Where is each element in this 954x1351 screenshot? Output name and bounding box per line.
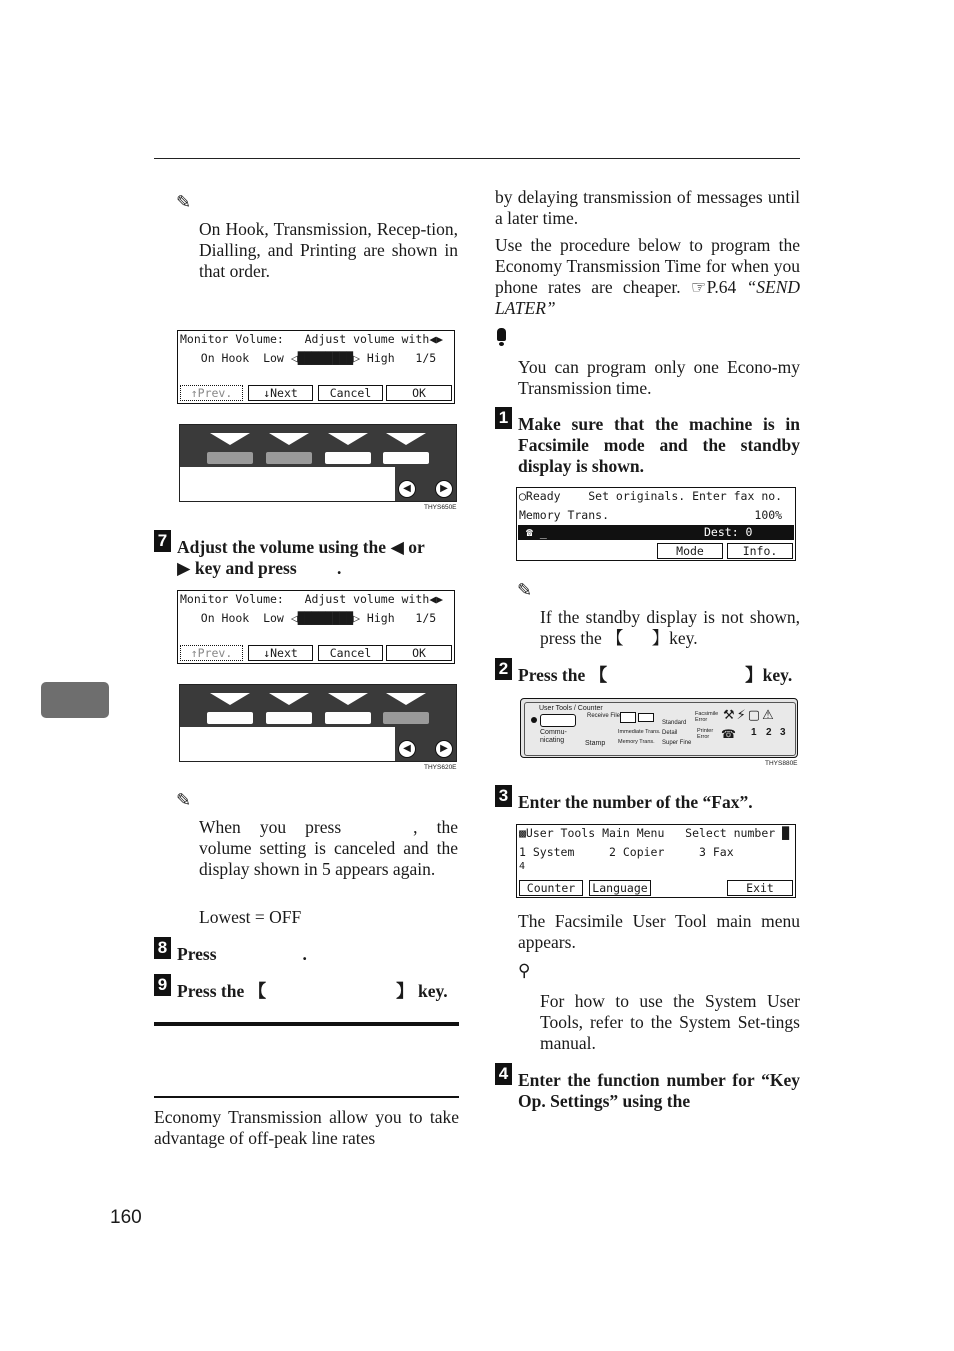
lcd-cancel-button[interactable]: Cancel [318,645,383,661]
paragraph: The Facsimile User Tool main menu appears. [518,911,800,952]
step-text-part: Press the [177,981,245,1001]
section-rule-thin [154,1096,459,1098]
lcd-info-button[interactable]: Info. [727,543,793,559]
lcd-phone-cursor: ☎ _ [526,525,547,539]
step-text [177,944,307,965]
lcd-cancel-button[interactable]: Cancel [318,385,383,401]
tool-icons: ⚒⚡▢⚠ [723,707,776,722]
paragraph: by delaying transmission of messages until a later time. [495,187,800,228]
lcd-row-volume: On Hook Low ◁████████▷ High 1/5 [180,611,437,625]
reference-text: For how to use the System User Tools, refer to the System Set-tings manual. [540,991,800,1053]
panel-label: Memory Trans. [618,739,655,745]
step-text [518,665,800,686]
step-number: 4 [495,1063,512,1085]
step-text [177,981,457,1002]
memory-icon [638,713,654,722]
page-ref-title: “SEND LATER” [495,277,800,318]
lcd-ok-button[interactable]: OK [386,385,452,401]
lcd-display-monitor-volume [177,330,455,404]
step-text-part: key. [762,665,793,685]
lcd-row-menu-2: 4 [519,861,526,872]
lcd-ok-button[interactable]: OK [386,645,452,661]
lcd-standby-display [516,487,796,561]
bracket-close: 】 [745,665,763,685]
panel-label: Super Fine [662,740,692,746]
page-ref-icon: ☞ [690,277,707,297]
lcd-language-button[interactable]: Language [589,880,651,896]
lcd-next-button[interactable]: ↓Next [248,385,313,401]
lcd-counter-button[interactable]: Counter [519,880,583,896]
lcd-user-tools-menu [516,824,796,898]
bracket-open: 【 [589,665,608,685]
magnifier-reference-icon: ⚲ [518,961,531,980]
step-text [177,537,462,579]
note-text-lowest: Lowest = OFF [199,907,302,927]
step-text-part: . [302,944,307,964]
selection-keypad [179,424,457,502]
pencil-note-icon: ✎ [517,580,533,600]
step-text-part: . [337,558,342,578]
lcd-mode-button[interactable]: Mode [657,543,723,559]
section-rule-thick [154,1022,459,1026]
chapter-tab [41,682,109,718]
note-text-part: key. [669,628,698,648]
note-text-part: , the volume setting is canceled and the display shown in 5 appears again. [199,817,458,879]
lcd-row-volume: On Hook Low ◁████████▷ High 1/5 [180,351,437,365]
step-number: 3 [495,785,512,807]
bracket-close: 】 [396,981,414,1001]
figure-code: THYS650E [424,504,457,511]
step-text-part: key. [417,981,448,1001]
lcd-dest-count: Dest: 0 [704,525,753,539]
user-tools-key[interactable] [540,714,576,727]
panel-label: Standard [662,720,687,726]
receive-file-icon [620,712,636,723]
left-arrow-icon: ◀ [390,537,404,557]
note-text-part: If the standby display is not shown, press the [540,607,800,648]
right-arrow-key-icon[interactable]: ▶ [435,740,453,758]
lcd-display-monitor-volume [177,590,455,664]
pencil-note-icon: ✎ [176,790,192,810]
lcd-next-button[interactable]: ↓Next [248,645,313,661]
step-number: 9 [154,974,171,996]
lcd-dest-bar [518,525,794,540]
intro-paragraph: Economy Transmission allow you to take advantage of off-peak line rates [154,1107,459,1148]
step-text: Enter the function number for “Key Op. Settings” using the [518,1070,800,1111]
right-arrow-icon: ▶ [177,558,191,578]
step-text-part: Press [177,944,217,964]
figure-code: THYS620E [424,764,457,771]
step-number: 8 [154,937,171,959]
lcd-row-menu: 1 System 2 Copier 3 Fax [519,845,734,859]
right-arrow-key-icon[interactable]: ▶ [435,480,453,498]
step-text-part: key and press [194,558,297,578]
lcd-row-memory: Memory Trans. 100% [519,508,783,522]
indicator-dot-icon [531,717,537,723]
step-text: Make sure that the machine is in Facsimile mode and the standby display is shown. [518,414,800,476]
step-number: 7 [154,530,171,552]
selection-keys-graphic [180,685,458,729]
header-rule [154,158,800,159]
lcd-row-title: Monitor Volume: Adjust volume with◀▶ [180,332,444,346]
step-text-part: or [408,537,425,557]
left-arrow-key-icon[interactable]: ◀ [398,740,416,758]
handset-icon: ☎ [721,727,736,741]
note-text [199,817,458,880]
panel-label: Receive File [587,713,621,719]
selection-keys-graphic [180,425,458,469]
step-number: 1 [495,407,512,429]
page-ref[interactable]: P.64 [706,277,737,297]
panel-label: Facsimile Error [695,711,719,723]
operation-panel [520,698,798,758]
panel-label: Detail [662,730,678,736]
left-arrow-key-icon[interactable]: ◀ [398,480,416,498]
bracket-close: 】 [651,628,670,648]
panel-key-1[interactable]: 1 [751,727,757,738]
limitation-text: You can program only one Econo-my Transmission time. [518,357,800,398]
lcd-prev-button[interactable]: ↑Prev. [180,385,243,401]
step-text: Enter the number of the “Fax”. [518,792,753,812]
panel-key-3[interactable]: 3 [780,727,786,738]
step-text-part: Adjust the volume using the [177,537,387,557]
panel-key-2[interactable]: 2 [766,727,772,738]
lcd-row-title: ▩User Tools Main Menu Select number █ [519,826,790,840]
note-text [540,607,800,649]
note-text-part: When you press [199,817,342,837]
panel-label: User Tools / Counter [539,705,603,712]
step-text-part: Press the [518,665,586,685]
lcd-prev-button[interactable]: ↑Prev. [180,645,243,661]
paragraph [495,235,800,319]
bracket-open: 【 [606,628,624,648]
note-text: On Hook, Transmission, Recep-tion, Dialling, and Printing are shown in that order. [199,219,458,281]
figure-code: THYS880E [765,760,798,767]
pencil-note-icon: ✎ [176,192,192,212]
page-number: 160 [110,1207,142,1228]
panel-label: Immediate Trans. [618,729,661,735]
bracket-open: 【 [248,981,267,1001]
lcd-row-title: Monitor Volume: Adjust volume with◀▶ [180,592,444,606]
panel-label: Commu-nicating [540,729,567,744]
step-number: 2 [495,658,512,680]
panel-label: Stamp [585,740,606,747]
limitation-icon [497,328,506,346]
lcd-row-status: ◯Ready Set originals. Enter fax no. [519,489,783,503]
selection-keypad [179,684,457,762]
lcd-exit-button[interactable]: Exit [727,880,793,896]
paragraph-part: Use the procedure below to program the Economy Transmission Time for when you phone rates are cheaper. [495,235,800,297]
panel-label: Printer Error [697,728,714,740]
